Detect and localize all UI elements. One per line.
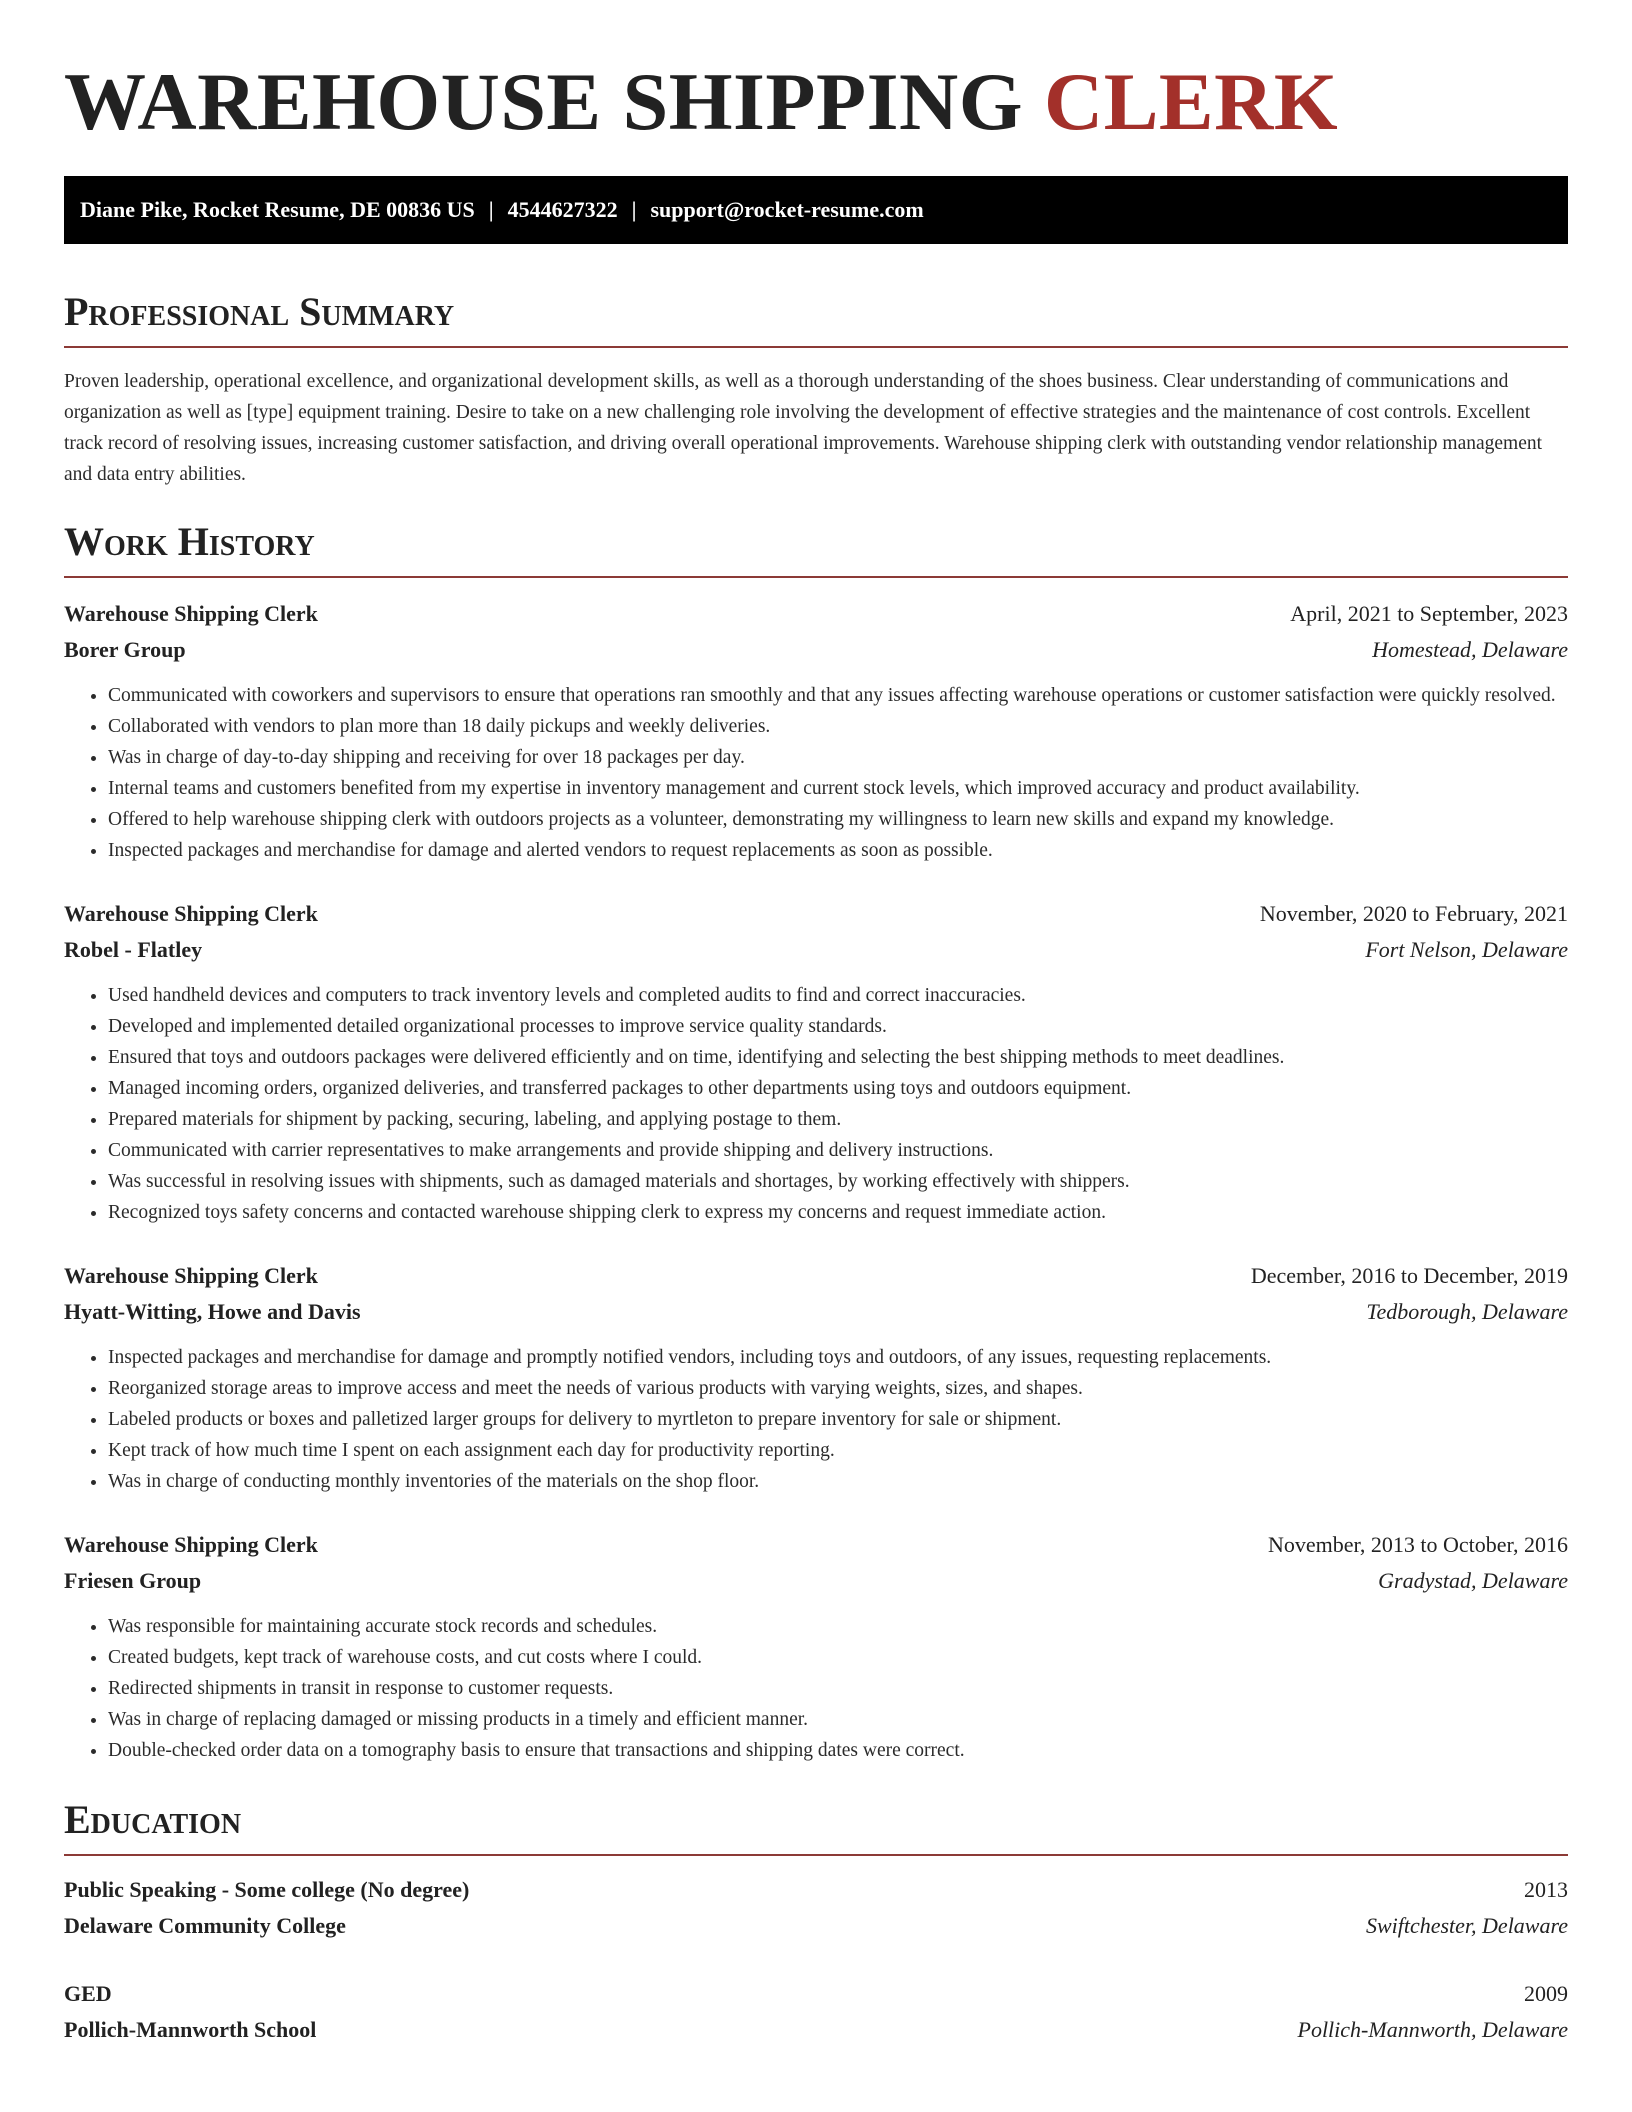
job-company: Robel - Flatley [64, 937, 203, 962]
job-bullet: • Was in charge of day-to-day shipping and receiving for over 18 packages per day. [108, 742, 1568, 773]
job-company-row [64, 632, 1568, 668]
job-bullet: • Ensured that toys and outdoors packages were delivered efficiently and on time, identifying and selecting the best shipping methods to meet deadlines. [108, 1042, 1568, 1073]
education-school-row [64, 1908, 1568, 1944]
job-entry [64, 896, 1568, 1228]
job-bullet: • Labeled products or boxes and palletized larger groups for delivery to myrtleton to prepare inventory for sale or shipment. [108, 1404, 1568, 1435]
job-location: Homestead, Delaware [1372, 637, 1568, 662]
job-company: Borer Group [64, 637, 186, 662]
job-dates: December, 2016 to December, 2019 [1250, 1263, 1568, 1288]
job-company: Friesen Group [64, 1568, 202, 1593]
job-entry [64, 596, 1568, 866]
job-bullet: • Was successful in resolving issues with shipments, such as damaged materials and shortages, by working effectively with shippers. [108, 1166, 1568, 1197]
summary-heading: Professional Summary [64, 288, 1568, 348]
contact-address: Diane Pike, Rocket Resume, DE 00836 US [80, 197, 475, 222]
job-bullet: • Inspected packages and merchandise for damage and promptly notified vendors, including toys and outdoors, of any issues, requesting replacements. [108, 1342, 1568, 1373]
job-header-row [64, 596, 1568, 632]
education-school: Delaware Community College [64, 1913, 346, 1938]
summary-section [64, 288, 1568, 490]
job-location: Fort Nelson, Delaware [1365, 937, 1568, 962]
job-bullet: • Managed incoming orders, organized deliveries, and transferred packages to other departments using toys and outdoors equipment. [108, 1073, 1568, 1104]
education-list [64, 1872, 1568, 2048]
job-bullet: • Redirected shipments in transit in response to customer requests. [108, 1673, 1568, 1704]
job-entry [64, 1527, 1568, 1766]
job-title: Warehouse Shipping Clerk [64, 601, 318, 626]
job-dates: April, 2021 to September, 2023 [1290, 601, 1568, 626]
education-entry [64, 1976, 1568, 2048]
job-company-row [64, 1563, 1568, 1599]
contact-separator: | [488, 197, 494, 222]
job-bullets [64, 680, 1568, 866]
education-heading: Education [64, 1796, 1568, 1856]
job-bullet: • Reorganized storage areas to improve access and meet the needs of various products with varying weights, sizes, and shapes. [108, 1373, 1568, 1404]
job-location: Tedborough, Delaware [1366, 1299, 1568, 1324]
contact-bar [64, 176, 1568, 244]
education-program: GED [64, 1981, 112, 2006]
education-year: 2009 [1524, 1981, 1568, 2006]
job-bullet: • Was in charge of conducting monthly inventories of the materials on the shop floor. [108, 1466, 1568, 1497]
job-bullet: • Internal teams and customers benefited from my expertise in inventory management and current stock levels, which improved accuracy and product availability. [108, 773, 1568, 804]
job-bullet: • Used handheld devices and computers to track inventory levels and completed audits to find and correct inaccuracies. [108, 980, 1568, 1011]
job-bullet: • Inspected packages and merchandise for damage and alerted vendors to request replacements as soon as possible. [108, 835, 1568, 866]
job-list [64, 596, 1568, 1766]
title-main: WAREHOUSE SHIPPING [64, 56, 1045, 147]
job-bullet: • Kept track of how much time I spent on each assignment each day for productivity reporting. [108, 1435, 1568, 1466]
job-title: Warehouse Shipping Clerk [64, 1532, 318, 1557]
title-accent: CLERK [1044, 56, 1339, 147]
education-header-row [64, 1976, 1568, 2012]
job-company: Hyatt-Witting, Howe and Davis [64, 1299, 361, 1324]
job-bullet: • Recognized toys safety concerns and contacted warehouse shipping clerk to express my concerns and request immediate action. [108, 1197, 1568, 1228]
job-dates: November, 2020 to February, 2021 [1259, 901, 1568, 926]
contact-phone: 4544627322 [507, 197, 618, 222]
education-program: Public Speaking - Some college (No degree) [64, 1877, 470, 1902]
summary-text: Proven leadership, operational excellence, and organizational development skills, as well as a thorough understanding of the shoes business. Clear understanding of communications and organization as well as [type] equipment training. Desire to take on a new challenging role involving the development of effective strategies and the maintenance of cost controls. Excellent track record of resolving issues, increasing customer satisfaction, and driving overall operational improvements. Warehouse shipping clerk with outstanding vendor relationship management and data entry abilities. [64, 371, 1543, 485]
job-bullet: • Prepared materials for shipment by packing, securing, labeling, and applying postage to them. [108, 1104, 1568, 1135]
resume-title [64, 0, 1568, 148]
job-company-row [64, 932, 1568, 968]
job-header-row [64, 896, 1568, 932]
job-bullets [64, 1611, 1568, 1766]
work-history-heading: Work History [64, 518, 1568, 578]
job-bullet: • Communicated with coworkers and supervisors to ensure that operations ran smoothly and that any issues affecting warehouse operations or customer satisfaction were quickly resolved. [108, 680, 1568, 711]
job-title: Warehouse Shipping Clerk [64, 1263, 318, 1288]
work-history-section [64, 518, 1568, 1766]
job-bullet: • Developed and implemented detailed organizational processes to improve service quality standards. [108, 1011, 1568, 1042]
job-bullets [64, 980, 1568, 1228]
education-year: 2013 [1524, 1877, 1568, 1902]
job-dates: November, 2013 to October, 2016 [1267, 1532, 1568, 1557]
job-entry [64, 1258, 1568, 1497]
job-header-row [64, 1258, 1568, 1294]
job-header-row [64, 1527, 1568, 1563]
job-bullet: • Collaborated with vendors to plan more than 18 daily pickups and weekly deliveries. [108, 711, 1568, 742]
education-section [64, 1796, 1568, 2048]
contact-separator: | [631, 197, 637, 222]
job-location: Gradystad, Delaware [1378, 1568, 1568, 1593]
job-bullet: • Double-checked order data on a tomography basis to ensure that transactions and shipping dates were correct. [108, 1735, 1568, 1766]
education-entry [64, 1872, 1568, 1944]
education-location: Pollich-Mannworth, Delaware [1297, 2017, 1568, 2042]
resume-page [64, 0, 1568, 2048]
job-bullet: • Communicated with carrier representatives to make arrangements and provide shipping and delivery instructions. [108, 1135, 1568, 1166]
job-bullet: • Created budgets, kept track of warehouse costs, and cut costs where I could. [108, 1642, 1568, 1673]
education-school-row [64, 2012, 1568, 2048]
contact-email: support@rocket-resume.com [650, 197, 924, 222]
job-bullet: • Was in charge of replacing damaged or missing products in a timely and efficient manner. [108, 1704, 1568, 1735]
job-title: Warehouse Shipping Clerk [64, 901, 318, 926]
job-bullet: • Was responsible for maintaining accurate stock records and schedules. [108, 1611, 1568, 1642]
education-school: Pollich-Mannworth School [64, 2017, 317, 2042]
education-location: Swiftchester, Delaware [1365, 1913, 1568, 1938]
job-bullets [64, 1342, 1568, 1497]
job-bullet: • Offered to help warehouse shipping clerk with outdoors projects as a volunteer, demonstrating my willingness to learn new skills and expand my knowledge. [108, 804, 1568, 835]
education-header-row [64, 1872, 1568, 1908]
job-company-row [64, 1294, 1568, 1330]
